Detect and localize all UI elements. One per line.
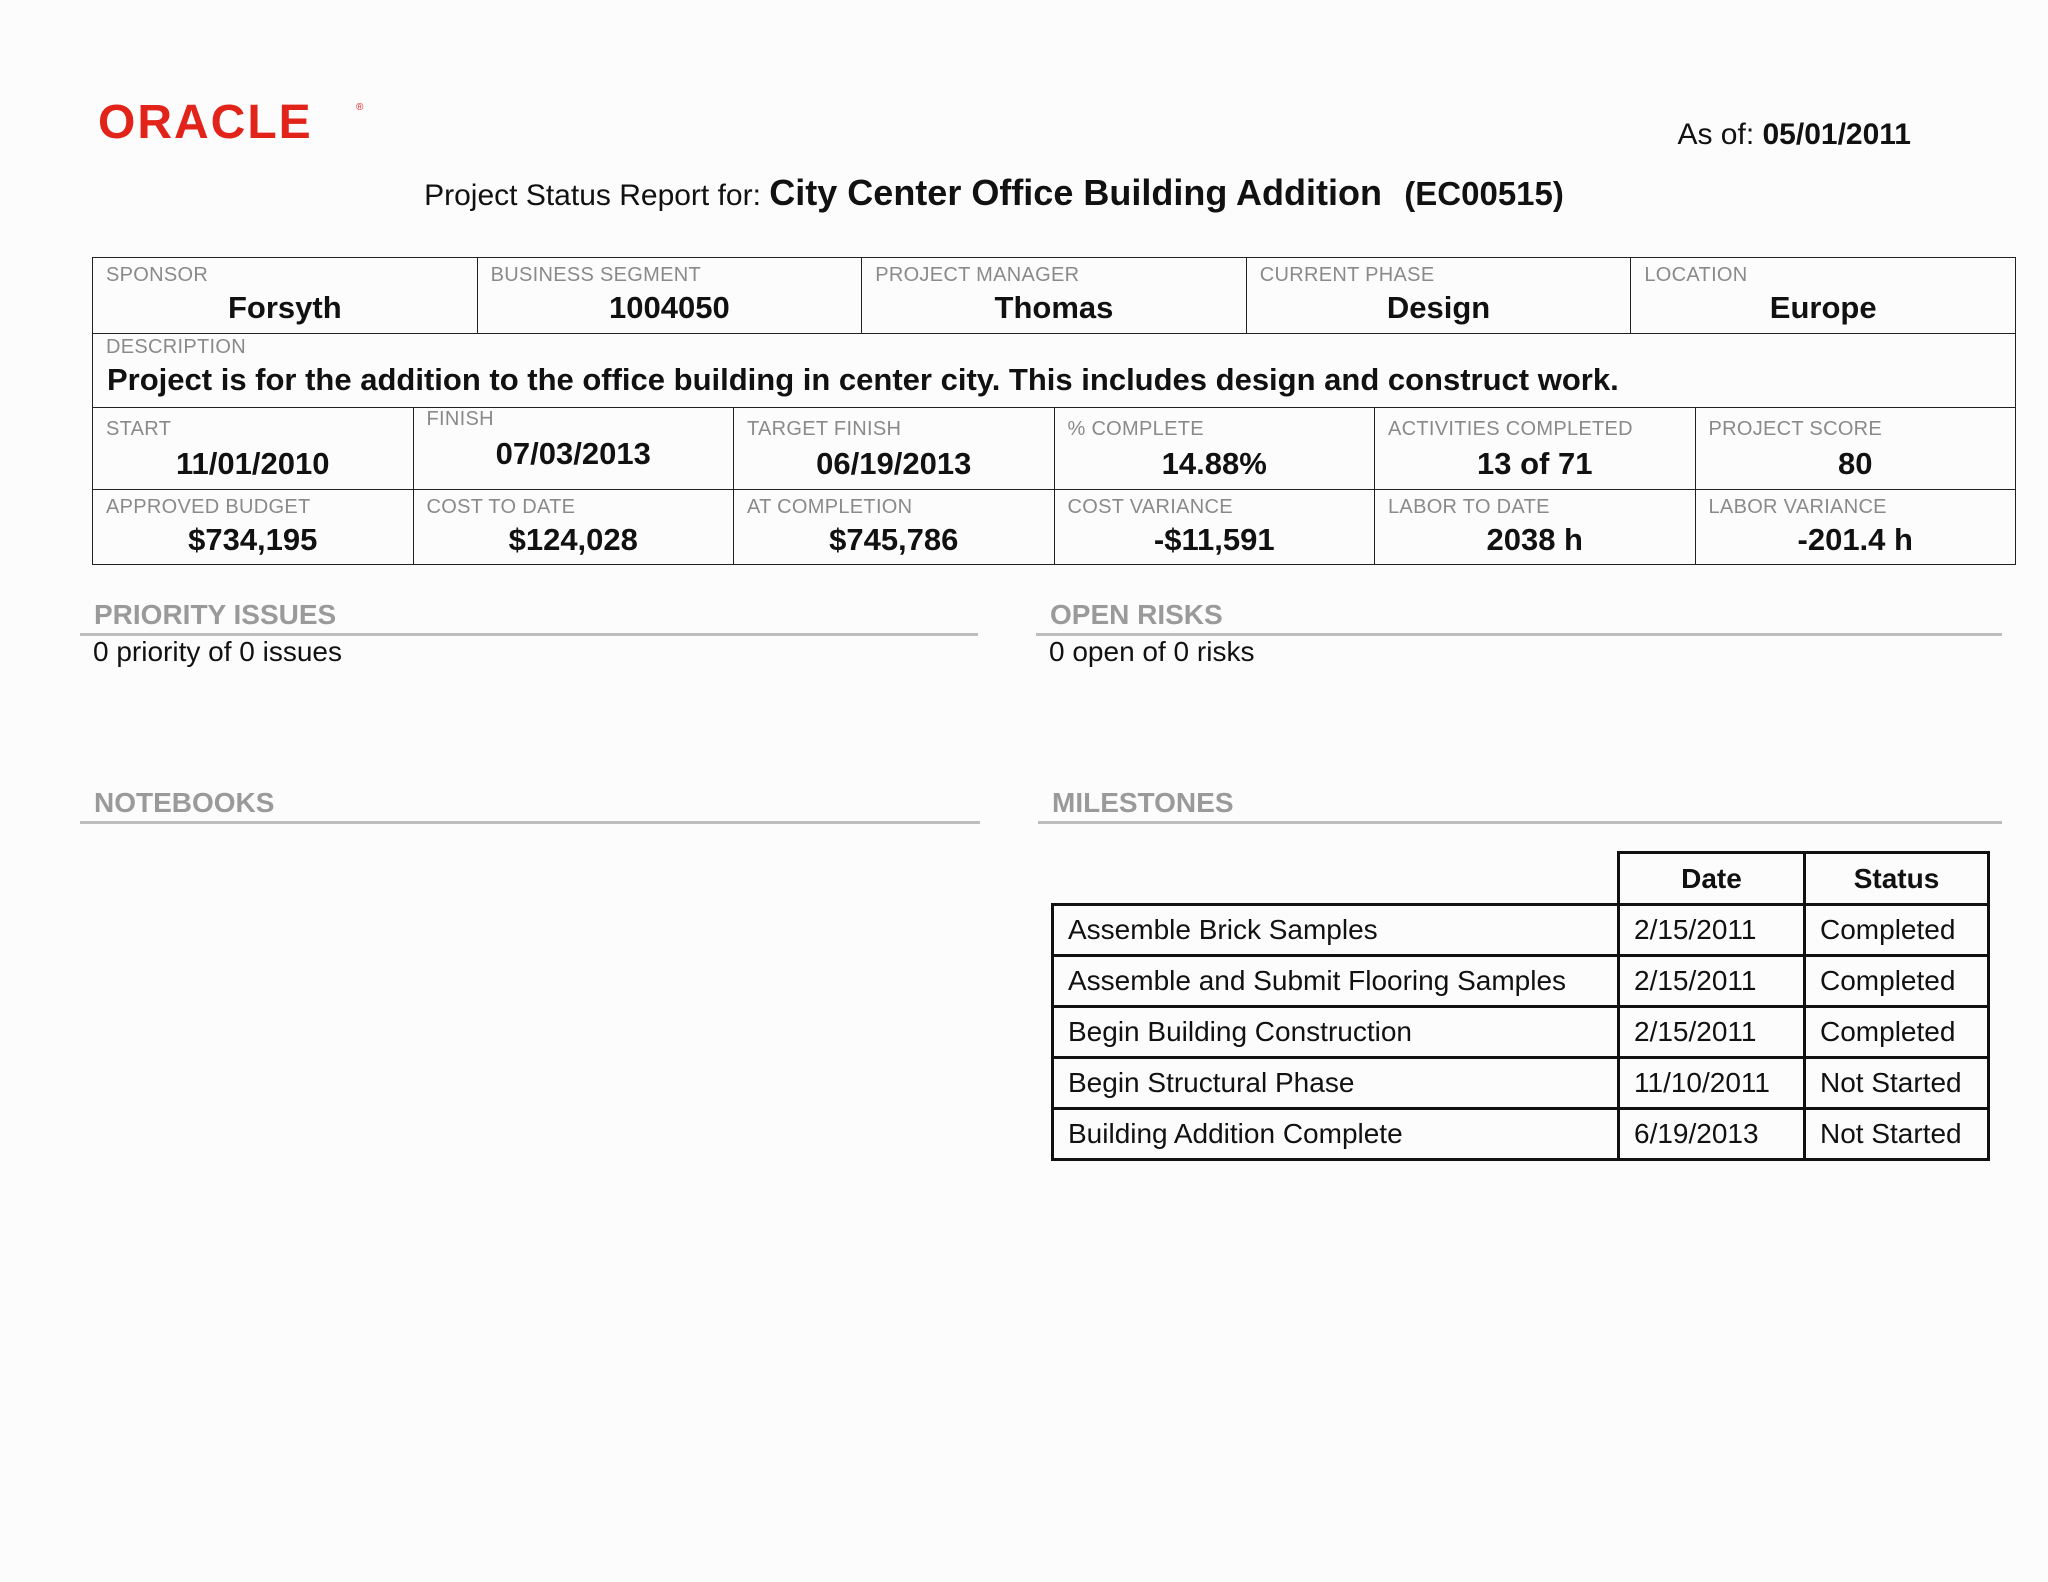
approved-budget-value: $734,195	[188, 522, 318, 557]
project-manager-cell	[862, 258, 1247, 333]
table-row	[1053, 905, 1989, 956]
milestone-date: 6/19/2013	[1619, 1109, 1805, 1160]
description-label: DESCRIPTION	[106, 336, 246, 358]
start-value: 11/01/2010	[176, 446, 330, 481]
oracle-logo	[98, 96, 368, 146]
finish-label: FINISH	[426, 408, 494, 430]
report-label: Project Status Report for:	[424, 179, 761, 212]
milestone-name: Begin Structural Phase	[1053, 1058, 1619, 1109]
milestones-section	[1038, 778, 2002, 824]
milestone-name: Building Addition Complete	[1053, 1109, 1619, 1160]
milestone-name: Assemble and Submit Flooring Samples	[1053, 956, 1619, 1007]
start-label: START	[106, 418, 172, 440]
percent-complete-cell	[1055, 408, 1376, 489]
project-manager-label: PROJECT MANAGER	[875, 264, 1080, 286]
current-phase-cell	[1247, 258, 1632, 333]
milestone-date: 11/10/2011	[1619, 1058, 1805, 1109]
summary-row-people	[93, 258, 2015, 334]
labor-variance-cell	[1696, 490, 2016, 564]
milestone-name: Assemble Brick Samples	[1053, 905, 1619, 956]
finish-value: 07/03/2013	[495, 436, 651, 471]
start-cell	[93, 408, 414, 489]
finish-cell	[414, 408, 735, 489]
approved-budget-label: APPROVED BUDGET	[106, 496, 311, 518]
date-column-header: Date	[1619, 853, 1805, 905]
location-value: Europe	[1769, 290, 1877, 325]
labor-to-date-cell	[1375, 490, 1696, 564]
as-of-date: 05/01/2011	[1762, 118, 1911, 151]
sponsor-label: SPONSOR	[106, 264, 209, 286]
milestones-heading: MILESTONES	[1052, 787, 1234, 818]
at-completion-value: $745,786	[829, 522, 959, 557]
milestones-table	[1051, 851, 1990, 1161]
target-finish-label: TARGET FINISH	[747, 418, 902, 440]
project-name: City Center Office Building Addition	[769, 172, 1382, 213]
project-score-cell	[1696, 408, 2016, 489]
at-completion-cell	[734, 490, 1055, 564]
labor-to-date-label: LABOR TO DATE	[1388, 496, 1550, 518]
target-finish-cell	[734, 408, 1055, 489]
open-risks-heading: OPEN RISKS	[1050, 599, 1223, 630]
percent-complete-value: 14.88%	[1161, 446, 1267, 481]
status-column-header: Status	[1805, 853, 1989, 905]
milestone-date: 2/15/2011	[1619, 1007, 1805, 1058]
summary-row-costs	[93, 490, 2015, 564]
current-phase-label: CURRENT PHASE	[1259, 264, 1435, 286]
table-row	[1053, 956, 1989, 1007]
milestone-status: Completed	[1805, 956, 1989, 1007]
labor-to-date-value: 2038 h	[1486, 522, 1583, 557]
description-value: Project is for the addition to the office building in center city. This includes design and construct work.	[107, 362, 1619, 397]
business-segment-value: 1004050	[609, 290, 730, 325]
open-risks-summary: 0 open of 0 risks	[1049, 636, 1255, 667]
business-segment-cell	[478, 258, 863, 333]
cost-variance-value: -$11,591	[1153, 522, 1275, 557]
location-label: LOCATION	[1644, 264, 1748, 286]
milestone-name: Begin Building Construction	[1053, 1007, 1619, 1058]
labor-variance-label: LABOR VARIANCE	[1708, 496, 1887, 518]
milestone-date: 2/15/2011	[1619, 956, 1805, 1007]
project-summary-grid	[92, 257, 2016, 565]
activities-completed-cell	[1375, 408, 1696, 489]
activities-completed-label: ACTIVITIES COMPLETED	[1388, 418, 1633, 440]
table-row	[1053, 1109, 1989, 1160]
summary-row-description	[93, 334, 2015, 408]
description-cell	[93, 334, 2015, 407]
cost-variance-label: COST VARIANCE	[1067, 496, 1233, 518]
cost-to-date-label: COST TO DATE	[426, 496, 576, 518]
milestone-name-header	[1053, 853, 1619, 905]
svg-text:ORACLE: ORACLE	[98, 96, 313, 146]
percent-complete-label: % COMPLETE	[1067, 418, 1204, 440]
project-score-label: PROJECT SCORE	[1708, 418, 1883, 440]
milestone-date: 2/15/2011	[1619, 905, 1805, 956]
cost-to-date-value: $124,028	[508, 522, 638, 557]
svg-text:®: ®	[356, 102, 364, 113]
project-code: (EC00515)	[1404, 175, 1564, 212]
report-title	[0, 172, 2048, 214]
project-manager-value: Thomas	[994, 290, 1114, 325]
milestone-status: Completed	[1805, 905, 1989, 956]
project-score-value: 80	[1838, 446, 1873, 481]
as-of-label: As of:	[1677, 118, 1755, 151]
notebooks-section	[80, 778, 980, 824]
business-segment-label: BUSINESS SEGMENT	[490, 264, 701, 286]
sponsor-value: Forsyth	[227, 290, 342, 325]
open-risks-section	[1036, 590, 2002, 636]
activities-completed-value: 13 of 71	[1477, 446, 1593, 481]
notebooks-heading: NOTEBOOKS	[94, 787, 275, 818]
priority-issues-heading: PRIORITY ISSUES	[94, 599, 337, 630]
priority-issues-section	[80, 590, 978, 636]
milestones-header-row	[1053, 853, 1989, 905]
location-cell	[1631, 258, 2015, 333]
cost-to-date-cell	[414, 490, 735, 564]
sponsor-cell	[93, 258, 478, 333]
as-of	[1677, 118, 1911, 152]
priority-issues-summary: 0 priority of 0 issues	[93, 636, 342, 667]
labor-variance-value: -201.4 h	[1797, 522, 1913, 557]
table-row	[1053, 1007, 1989, 1058]
milestone-status: Completed	[1805, 1007, 1989, 1058]
summary-row-schedule	[93, 408, 2015, 490]
at-completion-label: AT COMPLETION	[747, 496, 913, 518]
current-phase-value: Design	[1386, 290, 1491, 325]
target-finish-value: 06/19/2013	[816, 446, 972, 481]
approved-budget-cell	[93, 490, 414, 564]
milestone-status: Not Started	[1805, 1058, 1989, 1109]
milestone-status: Not Started	[1805, 1109, 1989, 1160]
cost-variance-cell	[1055, 490, 1376, 564]
table-row	[1053, 1058, 1989, 1109]
